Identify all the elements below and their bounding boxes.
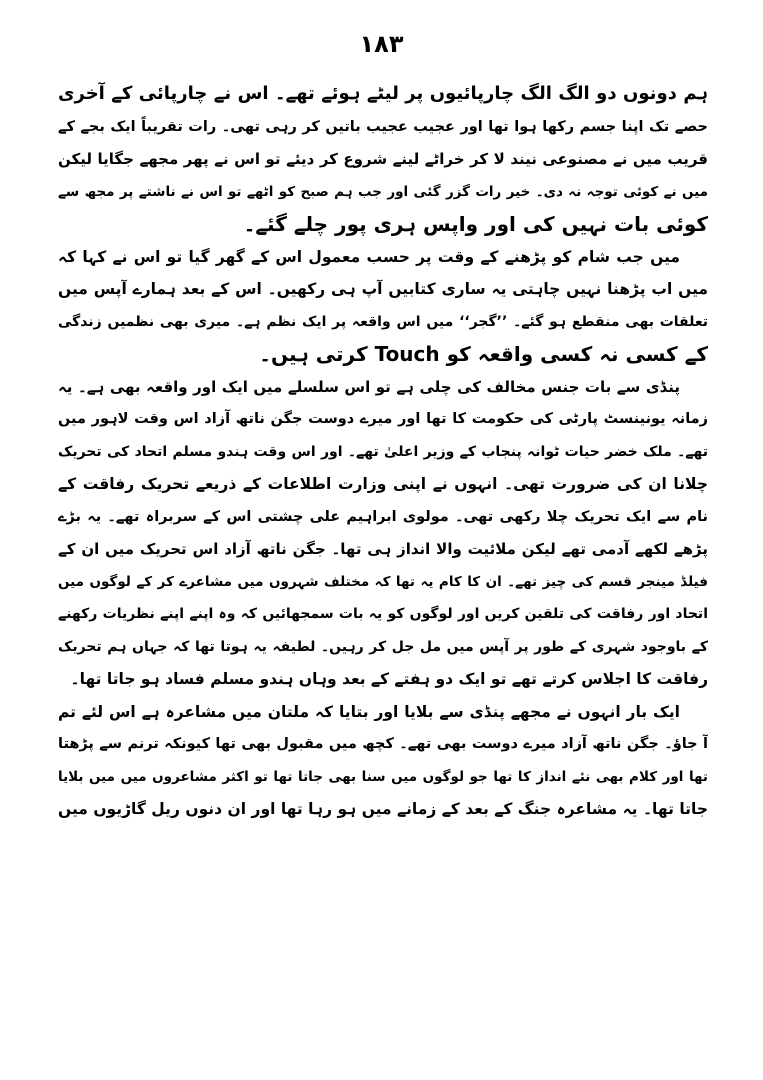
text-line: ایک بار انہوں نے مجھے پنڈی سے بلایا اور بتایا کہ ملتان میں مشاعرہ ہے اس لئے تم [58, 702, 680, 721]
text-line: پنڈی سے بات جنس مخالف کی چلی ہے تو اس سلسلے میں ایک اور واقعہ بھی ہے۔ یہ [58, 377, 680, 396]
text-line: میں جب شام کو پڑھنے کے وقت پر حسب معمول اس کے گھر گیا تو اس نے کہا کہ [58, 247, 680, 266]
text-line: تھا اور کلام بھی نئے انداز کا تھا جو لوگوں میں سنا بھی جاتا تھا تو اکثر مشاعروں میں میں بلایا [58, 768, 708, 785]
page-number: ۱۸۳ [359, 30, 404, 58]
text-line: جاتا تھا۔ یہ مشاعرہ جنگ کے بعد کے زمانے میں ہو رہا تھا اور ان دنوں ریل گاڑیوں میں [58, 800, 708, 818]
page-body-text [58, 78, 708, 826]
paragraph-2 [58, 241, 708, 371]
text-line: چلانا ان کی ضرورت تھی۔ انہوں نے اپنی وزارت اطلاعات کے ذریعے تحریک رفاقت کے [58, 475, 708, 493]
text-line: اتحاد اور رفاقت کی تلقین کریں اور لوگوں کو یہ بات سمجھائیں کہ وہ اپنے اپنے نظریات رکھنے [58, 606, 708, 622]
text-line: کے کسی نہ کسی واقعہ کو Touch کرتی ہیں۔ [259, 342, 708, 366]
paragraph-1 [58, 78, 708, 241]
paragraph-3 [58, 371, 708, 696]
text-line: کوئی بات نہیں کی اور واپس ہری پور چلے گئے۔ [243, 212, 708, 236]
text-line: میں نے کوئی توجہ نہ دی۔ خیر رات گزر گئی اور جب ہم صبح کو اٹھے تو اس نے ناشتے پر مجھ سے [58, 183, 708, 200]
text-line: میں اب پڑھنا نہیں چاہتی یہ ساری کتابیں آپ ہی رکھیں۔ اس کے بعد ہمارے آپس میں [58, 280, 708, 298]
text-line: آ جاؤ۔ جگن ناتھ آزاد میرے دوست بھی تھے۔ کچھ میں مقبول بھی تھا کیونکہ ترنم سے پڑھتا [58, 736, 708, 752]
text-line: پڑھے لکھے آدمی تھے لیکن ملائیت والا انداز ہی تھا۔ جگن ناتھ آزاد اس تحریک میں ان کے [58, 540, 708, 558]
text-line: حصے تک اپنا جسم رکھا ہوا تھا اور عجیب عجیب باتیں کر رہی تھی۔ رات تقریباً ایک بجے کے [58, 118, 708, 135]
text-line: تعلقات بھی منقطع ہو گئے۔ ’’گجر‘‘ میں اس واقعہ پر ایک نظم ہے۔ میری بھی نظمیں زندگی [58, 313, 708, 330]
text-line: ہم دونوں دو الگ الگ چارپائیوں پر لیٹے ہوئے تھے۔ اس نے چارپائی کے آخری [58, 83, 708, 104]
text-line: کے باوجود شہری کے طور پر آپس میں مل جل کر رہیں۔ لطیفہ یہ ہوتا تھا کہ جہاں ہم تحریک [58, 638, 708, 655]
text-line: تھے۔ ملک خضر حیات ٹوانہ پنجاب کے وزیر اعلیٰ تھے۔ اور اس وقت ہندو مسلم اتحاد کی تحریک [58, 443, 708, 460]
text-line: رفاقت کا اجلاس کرتے تھے تو ایک دو ہفتے کے بعد وہاں ہندو مسلم فساد ہو جاتا تھا۔ [70, 670, 708, 688]
text-line: نام سے ایک تحریک چلا رکھی تھی۔ مولوی ابراہیم علی چشتی اس کے سربراہ تھے۔ یہ بڑے [58, 508, 708, 525]
text-line: فیلڈ مینجر قسم کی چیز تھے۔ ان کا کام یہ تھا کہ مختلف شہروں میں مشاعرے کر کے لوگوں میں [58, 573, 708, 590]
text-line: زمانہ یونینسٹ پارٹی کی حکومت کا تھا اور میرے دوست جگن ناتھ آزاد اس وقت لاہور میں [58, 411, 708, 427]
paragraph-4 [58, 696, 708, 826]
text-line: قریب میں نے مصنوعی نیند لا کر خراٹے لینے شروع کر دیئے تو اس نے پھر مجھے جگایا لیکن [58, 150, 708, 168]
